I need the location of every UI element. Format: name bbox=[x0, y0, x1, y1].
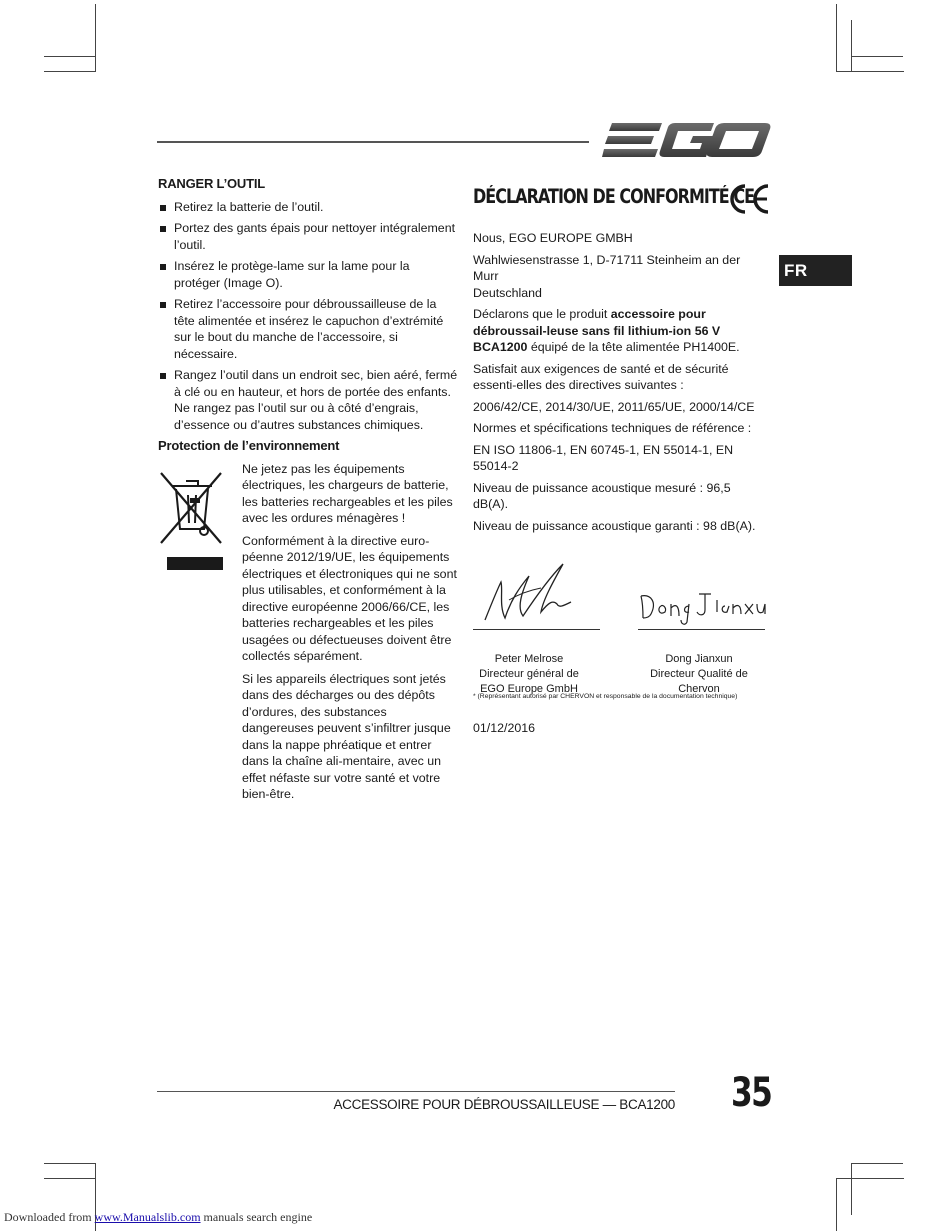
ego-logo bbox=[602, 118, 772, 162]
crop-mark bbox=[836, 1178, 904, 1179]
measured-power: Niveau de puissance acoustique mesuré : 96,5 dB(A). bbox=[473, 480, 731, 511]
signature-line bbox=[473, 629, 600, 630]
crop-mark bbox=[44, 1178, 96, 1179]
signature-dong bbox=[637, 586, 769, 626]
list-item: Rangez l’outil dans un endroit sec, bien aéré, fermé à clé ou en hauteur, et hors de portée des enfants. Ne rangez pas l’outil sur ou à côté d’engrais, d’essence ou d’autres substances chimiques. bbox=[158, 367, 458, 433]
declaration-header bbox=[473, 184, 769, 222]
environment-paragraph: Si les appareils électriques sont jetés dans des décharges ou des dépôts d’ordures, des substances dangereuses peuvent s’infiltrer jusque dans la nappe phréatique et entrer dans la chaîne ali-mentaire, avec un effet néfaste sur votre santé et votre bien-être. bbox=[242, 671, 451, 801]
crossed-out-bin-icon bbox=[158, 465, 224, 571]
footer-title: ACCESSOIRE POUR DÉBROUSSAILLEUSE — BCA1200 bbox=[333, 1097, 675, 1112]
signature-area bbox=[473, 558, 769, 698]
crop-mark bbox=[851, 1163, 903, 1164]
standards-label: Normes et spécifications techniques de référence : bbox=[473, 421, 752, 435]
product-statement: Déclarons que le produit accessoire pour débroussail-leuse sans fil lithium-ion 56 V BCA1200 équipé de la tête alimentée PH1400E. bbox=[473, 307, 740, 354]
signatory-caption: Peter Melrose Directeur général de EGO Europe GmbH bbox=[479, 653, 579, 695]
crop-mark bbox=[95, 4, 96, 72]
crop-mark bbox=[851, 1163, 852, 1215]
standards: EN ISO 11806-1, EN 60745-1, EN 55014-1, EN 55014-2 bbox=[473, 442, 734, 473]
list-item: Insérez le protège-lame sur la lame pour la protéger (Image O). bbox=[158, 258, 458, 291]
declaration-date: 01/12/2016 bbox=[473, 721, 536, 735]
declaration-title: DÉCLARATION DE CONFORMITÉ CE bbox=[473, 185, 755, 208]
right-column bbox=[473, 176, 769, 737]
crop-mark bbox=[44, 56, 96, 57]
page-number: 35 bbox=[731, 1070, 772, 1116]
address-line: Wahlwiesenstrasse 1, D-71711 Steinheim an der Murr bbox=[473, 252, 741, 283]
ce-mark-icon bbox=[726, 182, 772, 216]
manualslib-link[interactable]: www.Manualslib.com bbox=[94, 1210, 201, 1224]
environment-paragraph: Conformément à la directive euro-péenne 2012/19/UE, les équipements électriques et électroniques qui ne sont plus utilisables, et conformément à la directive européenne 2006/66/CE, les batteries rechargeables et les piles usagées ou défectueuses doivent être collectés séparément. bbox=[242, 533, 457, 663]
crop-mark bbox=[836, 1178, 837, 1231]
language-tab: FR bbox=[779, 255, 852, 286]
download-notice: Downloaded from www.Manualslib.com manuals search engine bbox=[4, 1210, 313, 1224]
crop-mark bbox=[836, 71, 904, 72]
svg-text:CE: CE bbox=[726, 182, 728, 183]
signatory-caption: Dong Jianxun Directeur Qualité de Chervon bbox=[650, 653, 748, 695]
directives: 2006/42/CE, 2014/30/UE, 2011/65/UE, 2000/14/CE bbox=[473, 399, 755, 414]
header-rule bbox=[157, 141, 589, 143]
crop-mark bbox=[851, 56, 903, 57]
crop-mark bbox=[851, 20, 852, 72]
signature-melrose bbox=[479, 560, 579, 626]
environment-text bbox=[242, 461, 458, 803]
environment-section bbox=[158, 461, 458, 803]
environment-title: Protection de l’environnement bbox=[158, 438, 340, 453]
left-column bbox=[158, 176, 458, 809]
list-item: Portez des gants épais pour nettoyer intégralement l’outil. bbox=[158, 220, 458, 253]
storage-list bbox=[158, 199, 458, 434]
list-item: Retirez l’accessoire pour débroussailleuse de la tête alimentée et insérez le capuchon d’extrémité sur le bout du manche de l’accessoire, si nécessaire. bbox=[158, 296, 458, 362]
environment-paragraph: Ne jetez pas les équipements électriques, les chargeurs de batterie, les batteries rechargeables et les piles avec les ordures ménagères ! bbox=[242, 461, 453, 525]
list-item: Retirez la batterie de l’outil. bbox=[158, 199, 458, 216]
footer-rule bbox=[157, 1091, 675, 1092]
storage-title: RANGER L’OUTIL bbox=[158, 176, 265, 191]
signature-line bbox=[638, 629, 765, 630]
company: Nous, EGO EUROPE GMBH bbox=[473, 231, 633, 245]
address-line: Deutschland bbox=[473, 285, 542, 300]
svg-text:EGO: EGO bbox=[602, 118, 605, 119]
footnote: * (Représentant autorisé par CHERVON et responsable de la documentation technique) bbox=[473, 693, 738, 700]
requirements: Satisfait aux exigences de santé et de sécurité essenti-elles des directives suivantes : bbox=[473, 361, 729, 392]
guaranteed-power: Niveau de puissance acoustique garanti : 98 dB(A). bbox=[473, 518, 756, 533]
crop-mark bbox=[836, 4, 837, 72]
crop-mark bbox=[44, 1163, 96, 1164]
crop-mark bbox=[44, 71, 96, 72]
